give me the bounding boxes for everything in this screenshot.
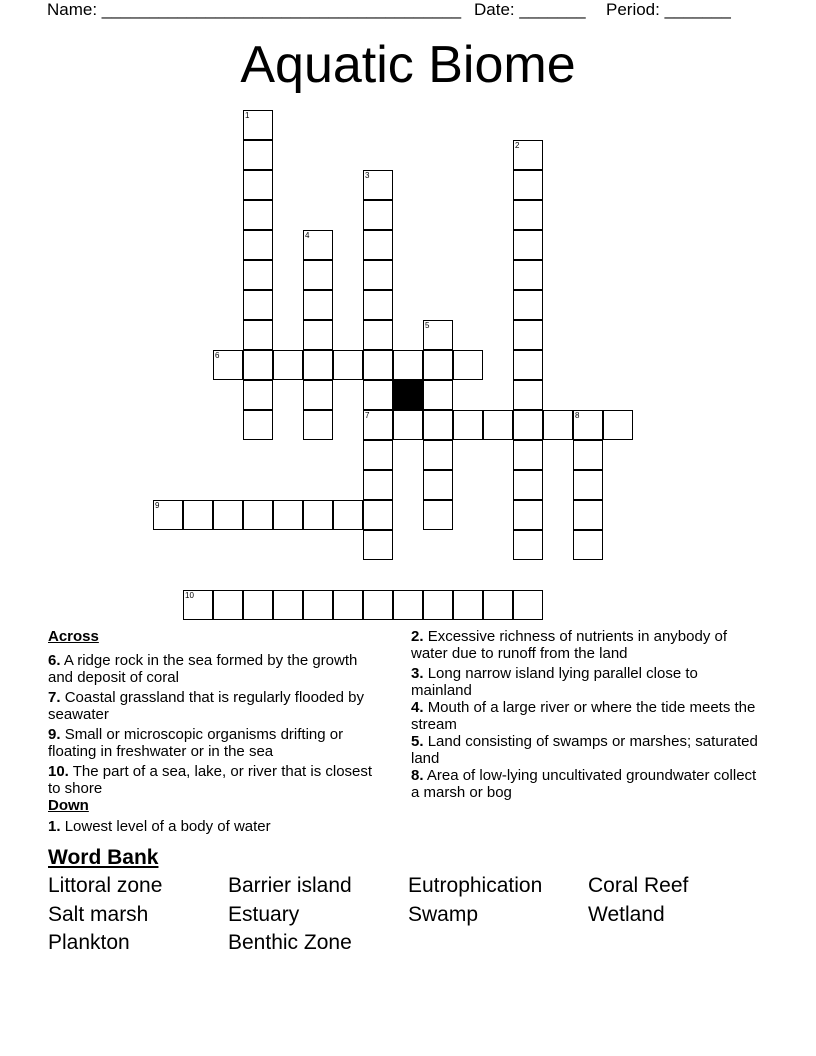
crossword-cell[interactable] [243,410,273,440]
crossword-cell[interactable] [513,440,543,470]
across-heading: Across [48,628,99,645]
crossword-cell[interactable] [243,320,273,350]
clue-down-8: 8. Area of low-lying uncultivated groundwater collect a marsh or bog [411,767,757,801]
crossword-cell[interactable] [453,410,483,440]
crossword-cell[interactable] [303,290,333,320]
period-field[interactable]: Period: _______ [606,0,731,19]
crossword-cell[interactable] [363,380,393,410]
crossword-cell[interactable] [363,410,393,440]
name-field[interactable]: Name: ______________________________________ [47,0,462,19]
crossword-cell[interactable] [183,500,213,530]
crossword-cell[interactable] [513,200,543,230]
crossword-cell[interactable] [513,320,543,350]
clue-down-3: 3. Long narrow island lying parallel close to mainland [411,665,698,699]
crossword-cell[interactable] [573,440,603,470]
crossword-cell[interactable] [363,530,393,560]
crossword-cell[interactable] [273,590,303,620]
word-bank-item: Coral Reef [588,874,689,897]
crossword-cell[interactable] [513,230,543,260]
crossword-cell[interactable] [513,530,543,560]
clue-across-9: 9. Small or microscopic organisms drifting or floating in freshwater or in the sea [48,726,344,760]
word-bank-item: Wetland [588,903,665,926]
crossword-cell[interactable] [243,200,273,230]
clue-number: 5 [425,321,430,330]
crossword-cell[interactable] [423,380,453,410]
crossword-cell[interactable] [243,590,273,620]
clue-number: 6 [215,351,220,360]
clue-across-7: 7. Coastal grassland that is regularly flooded by seawater [48,689,365,723]
crossword-cell[interactable] [243,260,273,290]
crossword-cell[interactable] [303,350,333,380]
crossword-cell[interactable] [513,470,543,500]
crossword-cell[interactable] [603,410,633,440]
crossword-cell[interactable] [273,500,303,530]
page-title: Aquatic Biome [240,36,576,94]
crossword-cell[interactable] [423,470,453,500]
crossword-cell[interactable] [363,350,393,380]
word-bank-item: Benthic Zone [228,931,352,954]
crossword-cell[interactable] [513,170,543,200]
crossword-cell[interactable] [423,440,453,470]
clue-number: 7 [365,411,370,420]
crossword-cell[interactable] [213,500,243,530]
crossword-cell[interactable] [393,590,423,620]
crossword-cell[interactable] [303,590,333,620]
crossword-cell[interactable] [363,320,393,350]
crossword-cell[interactable] [543,410,573,440]
crossword-cell[interactable] [243,350,273,380]
word-bank-item: Salt marsh [48,903,149,926]
crossword-cell[interactable] [513,380,543,410]
word-bank-item: Barrier island [228,874,352,897]
crossword-cell[interactable] [303,410,333,440]
clue-number: 2 [515,141,520,150]
crossword-cell[interactable] [243,140,273,170]
word-bank-item: Eutrophication [408,874,543,897]
clue-number: 4 [305,231,310,240]
word-bank-item: Plankton [48,931,130,954]
crossword-cell[interactable] [363,260,393,290]
crossword-cell[interactable] [213,590,243,620]
clue-down-4: 4. Mouth of a large river or where the tide meets the stream [411,699,756,733]
crossword-cell[interactable] [513,140,543,170]
crossword-cell[interactable] [153,500,183,530]
crossword-cell[interactable] [213,350,243,380]
clue-down-5: 5. Land consisting of swamps or marshes; saturated land [411,733,758,767]
clue-across-10: 10. The part of a sea, lake, or river that is closest to shore [48,763,373,797]
crossword-cell[interactable] [363,470,393,500]
clue-number: 3 [365,171,370,180]
word-bank-item: Littoral zone [48,874,163,897]
clue-number: 8 [575,411,580,420]
crossword-cell[interactable] [243,110,273,140]
crossword-cell[interactable] [393,350,423,380]
crossword-cell[interactable] [423,350,453,380]
crossword-cell[interactable] [273,350,303,380]
crossword-cell[interactable] [423,320,453,350]
crossword-cell[interactable] [573,500,603,530]
crossword-cell[interactable] [303,380,333,410]
clue-across-6: 6. A ridge rock in the sea formed by the growth and deposit of coral [48,652,358,686]
clue-down-1: 1. Lowest level of a body of water [48,818,271,835]
crossword-cell[interactable] [243,230,273,260]
crossword-cell[interactable] [333,350,363,380]
crossword-cell[interactable] [573,410,603,440]
crossword-cell[interactable] [333,590,363,620]
crossword-cell[interactable] [333,500,363,530]
crossword-cell[interactable] [243,500,273,530]
crossword-cell[interactable] [423,500,453,530]
crossword-cell[interactable] [513,590,543,620]
crossword-cell[interactable] [243,170,273,200]
crossword-cell[interactable] [363,590,393,620]
clues-right-column [411,628,761,801]
crossword-cell[interactable] [513,350,543,380]
crossword-cell[interactable] [453,590,483,620]
crossword-cell[interactable] [423,590,453,620]
word-bank-item: Swamp [408,903,479,926]
crossword-cell[interactable] [303,500,333,530]
crossword-cell[interactable] [573,530,603,560]
crossword-cell[interactable] [183,590,213,620]
crossword-cell[interactable] [513,260,543,290]
crossword-cell[interactable] [243,380,273,410]
crossword-cell[interactable] [513,290,543,320]
crossword-cell[interactable] [303,320,333,350]
crossword-cell[interactable] [303,230,333,260]
crossword-cell[interactable] [483,590,513,620]
clue-number: 9 [155,501,160,510]
crossword-cell[interactable] [573,470,603,500]
down-heading: Down [48,797,89,814]
crossword-cell[interactable] [453,350,483,380]
crossword-cell[interactable] [363,170,393,200]
word-bank-title: Word Bank [48,846,159,869]
crossword-cell[interactable] [363,230,393,260]
clue-down-2: 2. Excessive richness of nutrients in anybody of water due to runoff from the land [411,628,728,662]
crossword-cell[interactable] [513,500,543,530]
word-bank-item: Estuary [228,903,300,926]
crossword-cell[interactable] [363,500,393,530]
crossword-block [393,380,423,410]
crossword-cell[interactable] [483,410,513,440]
crossword-cell[interactable] [363,440,393,470]
clues-left-column [48,628,378,835]
crossword-cell[interactable] [243,290,273,320]
crossword-cell[interactable] [393,410,423,440]
clue-number: 10 [185,591,194,600]
crossword-cell[interactable] [303,260,333,290]
crossword-cell[interactable] [363,200,393,230]
date-field[interactable]: Date: _______ [474,0,586,19]
crossword-cell[interactable] [423,410,453,440]
crossword-cell[interactable] [513,410,543,440]
clue-number: 1 [245,111,250,120]
crossword-cell[interactable] [363,290,393,320]
